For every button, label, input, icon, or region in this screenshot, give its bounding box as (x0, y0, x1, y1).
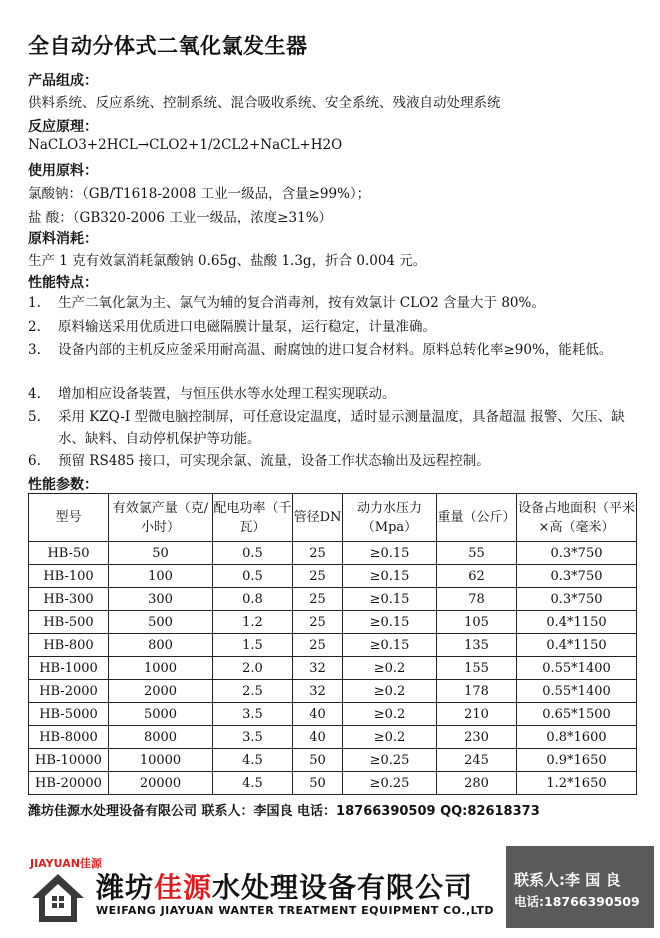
table-cell: HB-500 (29, 611, 109, 634)
principle-heading: 反应原理： (28, 119, 98, 135)
table-cell: HB-8000 (29, 726, 109, 749)
table-cell: 280 (437, 772, 517, 795)
features-heading: 性能特点： (28, 275, 98, 291)
table-cell: 2.0 (213, 657, 293, 680)
page-title: 全自动分体式二氧化氯发生器 (28, 34, 308, 58)
table-cell: 1000 (109, 657, 213, 680)
column-header: 设备占地面积（平米×高（毫米） (517, 494, 637, 542)
table-cell: 50 (293, 772, 343, 795)
table-cell: 78 (437, 588, 517, 611)
contact-line: 潍坊佳源水处理设备有限公司 联系人：李国良 电话：18766390509 QQ:82618373 (28, 804, 540, 819)
table-cell: 0.55*1400 (517, 680, 637, 703)
column-header: 管径DN (293, 494, 343, 542)
table-cell: HB-50 (29, 542, 109, 565)
table-row (29, 726, 637, 749)
brand-mark: JIAYUAN佳源 (30, 857, 102, 870)
table-row (29, 611, 637, 634)
consumption-heading: 原料消耗： (28, 231, 98, 247)
table-cell: 2000 (109, 680, 213, 703)
table-cell: 32 (293, 680, 343, 703)
table-cell: 0.3*750 (517, 542, 637, 565)
params-heading: 性能参数： (28, 477, 98, 493)
table-row (29, 772, 637, 795)
table-cell: 210 (437, 703, 517, 726)
principle-text: NaCLO3+2HCL→CLO2+1/2CL2+NaCL+H2O (28, 137, 343, 153)
table-cell: ≥0.25 (343, 772, 437, 795)
feature-number: 5. (28, 409, 41, 425)
table-cell: 135 (437, 634, 517, 657)
feature-text: 生产二氧化氯为主、氯气为辅的复合消毒剂，按有效氯计 CLO2 含量大于 80%。 (58, 295, 545, 311)
table-cell: 50 (109, 542, 213, 565)
composition-heading: 产品组成： (28, 73, 98, 89)
table-cell: HB-10000 (29, 749, 109, 772)
house-logo-icon (30, 872, 86, 924)
feature-number: 1. (28, 295, 41, 311)
table-row (29, 680, 637, 703)
company-name-en: WEIFANG JIAYUAN WANTER TREATMENT EQUIPMENT CO.,LTD (96, 904, 494, 917)
table-cell: 3.5 (213, 726, 293, 749)
materials-heading: 使用原料： (28, 163, 98, 179)
table-cell: 32 (293, 657, 343, 680)
table-cell: 105 (437, 611, 517, 634)
table-cell: HB-100 (29, 565, 109, 588)
table-cell: HB-800 (29, 634, 109, 657)
table-cell: 25 (293, 588, 343, 611)
table-cell: ≥0.15 (343, 611, 437, 634)
table-cell: 50 (293, 749, 343, 772)
table-cell: 4.5 (213, 772, 293, 795)
material-hydrochloric-acid: 盐 酸：（GB320-2006 工业一级品，浓度≥31%） (28, 210, 333, 226)
table-cell: 0.3*750 (517, 588, 637, 611)
table-cell: 25 (293, 542, 343, 565)
table-cell: 1.5 (213, 634, 293, 657)
contact-box (506, 846, 654, 928)
material-sodium-chlorate: 氯酸钠：（GB/T1618-2008 工业一级品，含量≥99%）； (28, 186, 371, 202)
feature-text: 增加相应设备装置，与恒压供水等水处理工程实现联动。 (58, 386, 396, 402)
feature-item (28, 406, 640, 450)
contact-phone: 电话:18766390509 (514, 894, 640, 909)
table-cell: 25 (293, 565, 343, 588)
table-cell: 230 (437, 726, 517, 749)
table-cell: 10000 (109, 749, 213, 772)
table-cell: 155 (437, 657, 517, 680)
feature-number: 6. (28, 453, 41, 469)
table-cell: 3.5 (213, 703, 293, 726)
table-cell: ≥0.25 (343, 749, 437, 772)
table-cell: ≥0.15 (343, 588, 437, 611)
table-cell: 0.4*1150 (517, 611, 637, 634)
table-cell: 5000 (109, 703, 213, 726)
table-cell: 0.8 (213, 588, 293, 611)
company-name-highlight: 佳源 (154, 871, 213, 904)
table-cell: 100 (109, 565, 213, 588)
table-row (29, 542, 637, 565)
table-cell: 500 (109, 611, 213, 634)
feature-item (28, 383, 640, 405)
table-cell: 0.3*750 (517, 565, 637, 588)
params-table (28, 493, 637, 795)
table-cell: 0.8*1600 (517, 726, 637, 749)
table-cell: 8000 (109, 726, 213, 749)
feature-text: 设备内部的主机反应釜采用耐高温、耐腐蚀的进口复合材料。原料总转化率≥90%，能耗低。 (58, 342, 613, 358)
table-cell: 300 (109, 588, 213, 611)
table-header-row (29, 494, 637, 542)
table-cell: ≥0.15 (343, 565, 437, 588)
column-header: 有效氯产量（克/小时） (109, 494, 213, 542)
feature-item (28, 292, 640, 314)
consumption-text: 生产 1 克有效氯消耗氯酸钠 0.65g、盐酸 1.3g，折合 0.004 元。 (28, 253, 427, 269)
table-row (29, 588, 637, 611)
table-cell: 800 (109, 634, 213, 657)
table-row (29, 634, 637, 657)
table-cell: 0.5 (213, 542, 293, 565)
column-header: 动力水压力（Mpa） (343, 494, 437, 542)
table-cell: 1.2 (213, 611, 293, 634)
feature-number: 2. (28, 319, 41, 335)
table-cell: 2.5 (213, 680, 293, 703)
table-cell: ≥0.2 (343, 680, 437, 703)
feature-number: 3. (28, 342, 41, 358)
table-cell: ≥0.2 (343, 726, 437, 749)
table-cell: 25 (293, 611, 343, 634)
feature-item (28, 450, 640, 472)
table-cell: 245 (437, 749, 517, 772)
table-cell: ≥0.2 (343, 657, 437, 680)
table-cell: 4.5 (213, 749, 293, 772)
table-row (29, 703, 637, 726)
table-cell: ≥0.15 (343, 542, 437, 565)
table-cell: 55 (437, 542, 517, 565)
table-cell: HB-300 (29, 588, 109, 611)
table-cell: ≥0.2 (343, 703, 437, 726)
feature-text: 采用 KZQ-I 型微电脑控制屏，可任意设定温度，适时显示测量温度，具备超温 报警、欠压、缺水、缺料、自动停机保护等功能。 (58, 409, 625, 447)
feature-text: 原料输送采用优质进口电磁隔膜计量泵，运行稳定，计量准确。 (58, 319, 436, 335)
table-cell: 40 (293, 726, 343, 749)
composition-text: 供料系统、反应系统、控制系统、混合吸收系统、安全系统、残液自动处理系统 (28, 95, 501, 111)
table-row (29, 657, 637, 680)
table-cell: HB-5000 (29, 703, 109, 726)
table-cell: 0.65*1500 (517, 703, 637, 726)
table-cell: HB-20000 (29, 772, 109, 795)
table-cell: 40 (293, 703, 343, 726)
table-cell: HB-1000 (29, 657, 109, 680)
table-cell: 0.55*1400 (517, 657, 637, 680)
feature-item (28, 339, 640, 361)
table-cell: ≥0.15 (343, 634, 437, 657)
table-cell: 0.9*1650 (517, 749, 637, 772)
table-cell: 178 (437, 680, 517, 703)
column-header: 重量（公斤） (437, 494, 517, 542)
feature-item (28, 316, 640, 338)
company-name-part: 潍坊 (96, 871, 155, 904)
feature-text: 预留 RS485 接口，可实现余氯、流量，设备工作状态输出及远程控制。 (58, 453, 490, 469)
column-header: 型号 (29, 494, 109, 542)
table-cell: HB-2000 (29, 680, 109, 703)
table-cell: 1.2*1650 (517, 772, 637, 795)
table-cell: 0.4*1150 (517, 634, 637, 657)
table-row (29, 749, 637, 772)
table-cell: 62 (437, 565, 517, 588)
company-name-part: 水处理设备有限公司 (212, 871, 474, 904)
column-header: 配电功率（千瓦） (213, 494, 293, 542)
feature-number: 4. (28, 386, 41, 402)
contact-person: 联系人:李 国 良 (514, 871, 621, 889)
table-cell: 20000 (109, 772, 213, 795)
table-cell: 25 (293, 634, 343, 657)
table-cell: 0.5 (213, 565, 293, 588)
table-row (29, 565, 637, 588)
company-name-cn (96, 866, 473, 906)
